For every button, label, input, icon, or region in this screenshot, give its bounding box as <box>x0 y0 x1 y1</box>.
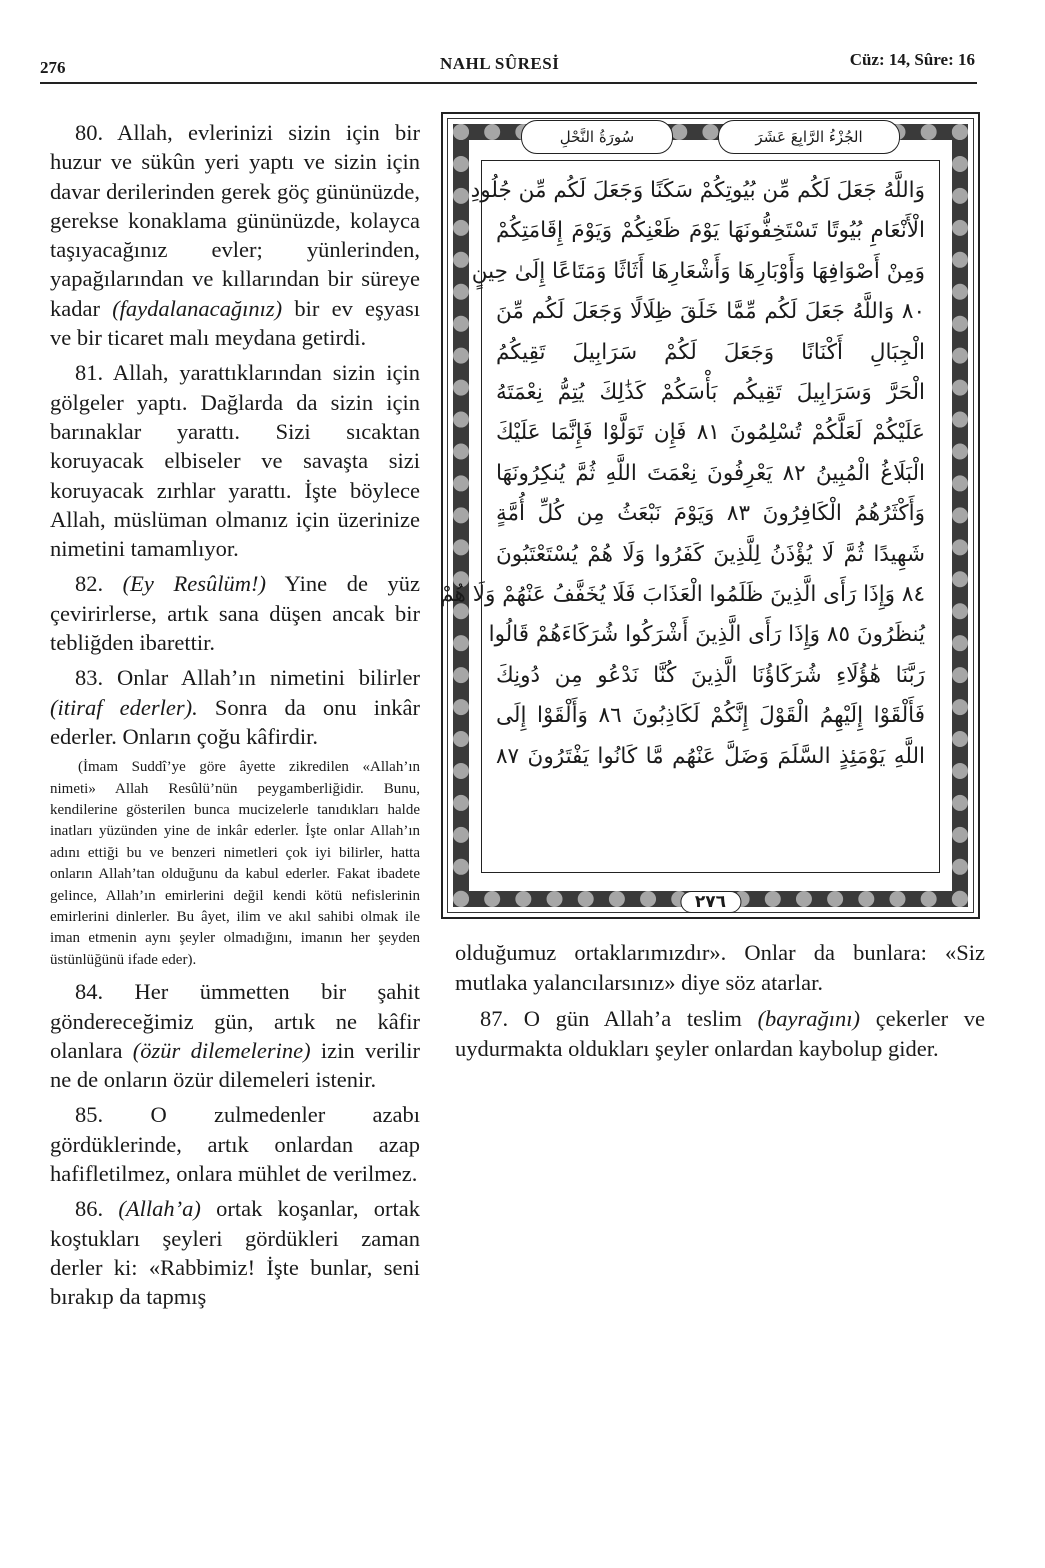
verse-80: 80. Allah, evlerinizi sizin için bir huzur ve sükûn yeri yaptı ve sizin için davar derilerinden gerek göç gününüzde, gerekse konaklama gününüzde, kolayca taşıyacağınız evler; yünlerinden, yapağılarından ve kıllarından bir süreye kadar (faydalanacağınız) bir ev eşyası ve bir ticaret malı meydana getirdi. <box>50 120 421 351</box>
surah-title: NAHL SÛRESİ <box>440 54 560 73</box>
verse-86-continuation: olduğumuz ortaklarımızdır». Onlar da bunlara: «Siz mutlaka yalancılarsınız» diye söz atarlar. <box>455 940 985 995</box>
verse-87: 87. O gün Allah’a teslim (bayrağını) çekerler ve uydurmakta oldukları şeyler onlardan kaybolup gider. <box>455 1006 985 1061</box>
arabic-verses <box>440 171 925 777</box>
verse-81: 81. Allah, yarattıklarından sizin için gölgeler yaptı. Dağlarda da sizin için barınaklar yarattı. Sizi sıcaktan koruyacak elbiseler ve savaşta sizi koruyacak zırhlar yarattı. İşte böylece Allah, müslüman olmanız için üzerinize nimetini tamamlıyor. <box>50 360 420 562</box>
arabic-line: ٨٠ وَاللَّهُ جَعَلَ لَكُم مِّمَّا خَلَقَ ظِلَالًا وَجَعَلَ لَكُم مِّنَ <box>496 299 925 325</box>
arabic-line: الْجِبَالِ أَكْنَانًا وَجَعَلَ لَكُمْ سَرَابِيلَ تَقِيكُمُ <box>496 339 925 365</box>
arabic-line: اللَّهِ يَوْمَئِذٍ السَّلَمَ وَضَلَّ عَنْهُم مَّا كَانُوا يَفْتَرُونَ ٨٧ <box>496 743 925 769</box>
arabic-line: يُنظَرُونَ ٨٥ وَإِذَا رَأَى الَّذِينَ أَشْرَكُوا شُرَكَاءَهُمْ قَالُوا <box>488 622 925 648</box>
verse-83: 83. Onlar Allah’ın nimetini bilirler (itiraf ederler). Sonra da onu inkâr ederler. Onların çoğu kâfirdir. <box>50 665 420 749</box>
page-header <box>40 48 975 78</box>
verse-86: 86. (Allah’a) ortak koşanlar, ortak koştukları şeyleri gördükleri zaman derler ki: «Rabbimiz! İşte bunlar, seni bırakıp da tapmış <box>50 1196 420 1310</box>
verse-84: 84. Her ümmetten bir şahit göndereceğimiz gün, artık ne kâfir olanlara (özür dilemelerine) izin verilir ne de onların özür dilemeleri istenir. <box>50 979 420 1093</box>
surah-name-cartouche: سُورَةُ النَّحْلِ <box>521 120 673 154</box>
arabic-line: الْأَنْعَامِ بُيُوتًا تَسْتَخِفُّونَهَا يَوْمَ ظَعْنِكُمْ وَيَوْمَ إِقَامَتِكُمْ <box>496 218 925 244</box>
arabic-page-number: ٢٧٦ <box>680 891 741 913</box>
footnote-83: (İmam Suddî’ye göre âyette zikredilen «Allah’ın nimeti» Allah Resûlü’nün peygamberliğidir. Bunu, kendilerine gösterilen bunca mucizelerle tanıdıkları halde inatları yüzünden yine de inkâr ederler. İşte onlar Allah’ın adını ettiği bu ve benzeri nimetleri çok iyi bilirler, hatta onların Allah’tan olduğunu da kabul ederler. Fakat ibadete gelince, Allah’ın emirlerini değil kendi kötü nefislerinin emirlerini dinlerler. Bu âyet, ilim ve akıl sahibi olmak ile iman etmenin aynı şeyler olmadığını, imanın her şeyden üstünlüğünü ifade eder). <box>50 759 420 968</box>
arabic-line: شَهِيدًا ثُمَّ لَا يُؤْذَنُ لِلَّذِينَ كَفَرُوا وَلَا هُمْ يُسْتَعْتَبُونَ <box>496 541 925 567</box>
arabic-line: الْحَرَّ وَسَرَابِيلَ تَقِيكُم بَأْسَكُمْ كَذَٰلِكَ يُتِمُّ نِعْمَتَهُ <box>496 380 925 406</box>
juz-sure-label: Cüz: 14, Sûre: 16 <box>849 50 975 69</box>
page-number: 276 <box>40 58 66 77</box>
mushaf-frame <box>441 112 980 919</box>
verse-82: 82. (Ey Resûlüm!) Yine de yüz çevirirlerse, artık sana düşen ancak bir tebliğden ibarettir. <box>50 571 420 656</box>
arabic-line: ٨٤ وَإِذَا رَأَى الَّذِينَ ظَلَمُوا الْعَذَابَ فَلَا يُخَفَّفُ عَنْهُمْ وَلَا هُمْ <box>440 582 925 608</box>
juz-name-cartouche: الجُزْءُ الرَّابِعَ عَشَرَ <box>718 120 900 154</box>
arabic-line: وَأَكْثَرُهُمُ الْكَافِرُونَ ٨٣ وَيَوْمَ نَبْعَثُ مِن كُلِّ أُمَّةٍ <box>496 501 925 527</box>
header-divider <box>40 82 977 84</box>
translation-left-column <box>50 118 420 1318</box>
arabic-line: وَاللَّهُ جَعَلَ لَكُم مِّن بُيُوتِكُمْ سَكَنًا وَجَعَلَ لَكُم مِّن جُلُودِ <box>470 178 925 203</box>
arabic-line: فَأَلْقَوْا إِلَيْهِمُ الْقَوْلَ إِنَّكُمْ لَكَاذِبُونَ ٨٦ وَأَلْقَوْا إِلَى <box>496 703 925 729</box>
arabic-text-box <box>440 160 940 873</box>
verse-85: 85. O zulmedenler azabı gördüklerinde, artık onlardan azap hafifletilmez, onlara mühlet de verilmez. <box>50 1102 420 1187</box>
translation-right-column <box>455 938 985 1070</box>
arabic-line: وَمِنْ أَصْوَافِهَا وَأَوْبَارِهَا وَأَشْعَارِهَا أَثَاثًا وَمَتَاعًا إِلَىٰ حِينٍ <box>471 258 925 284</box>
arabic-line: رَبَّنَا هَٰؤُلَاءِ شُرَكَاؤُنَا الَّذِينَ كُنَّا نَدْعُو مِن دُونِكَ <box>496 662 925 688</box>
arabic-line: الْبَلَاغُ الْمُبِينُ ٨٢ يَعْرِفُونَ نِعْمَتَ اللَّهِ ثُمَّ يُنكِرُونَهَا <box>496 460 925 486</box>
arabic-line: عَلَيْكُمْ لَعَلَّكُمْ تُسْلِمُونَ ٨١ فَإِن تَوَلَّوْا فَإِنَّمَا عَلَيْكَ <box>496 420 925 446</box>
